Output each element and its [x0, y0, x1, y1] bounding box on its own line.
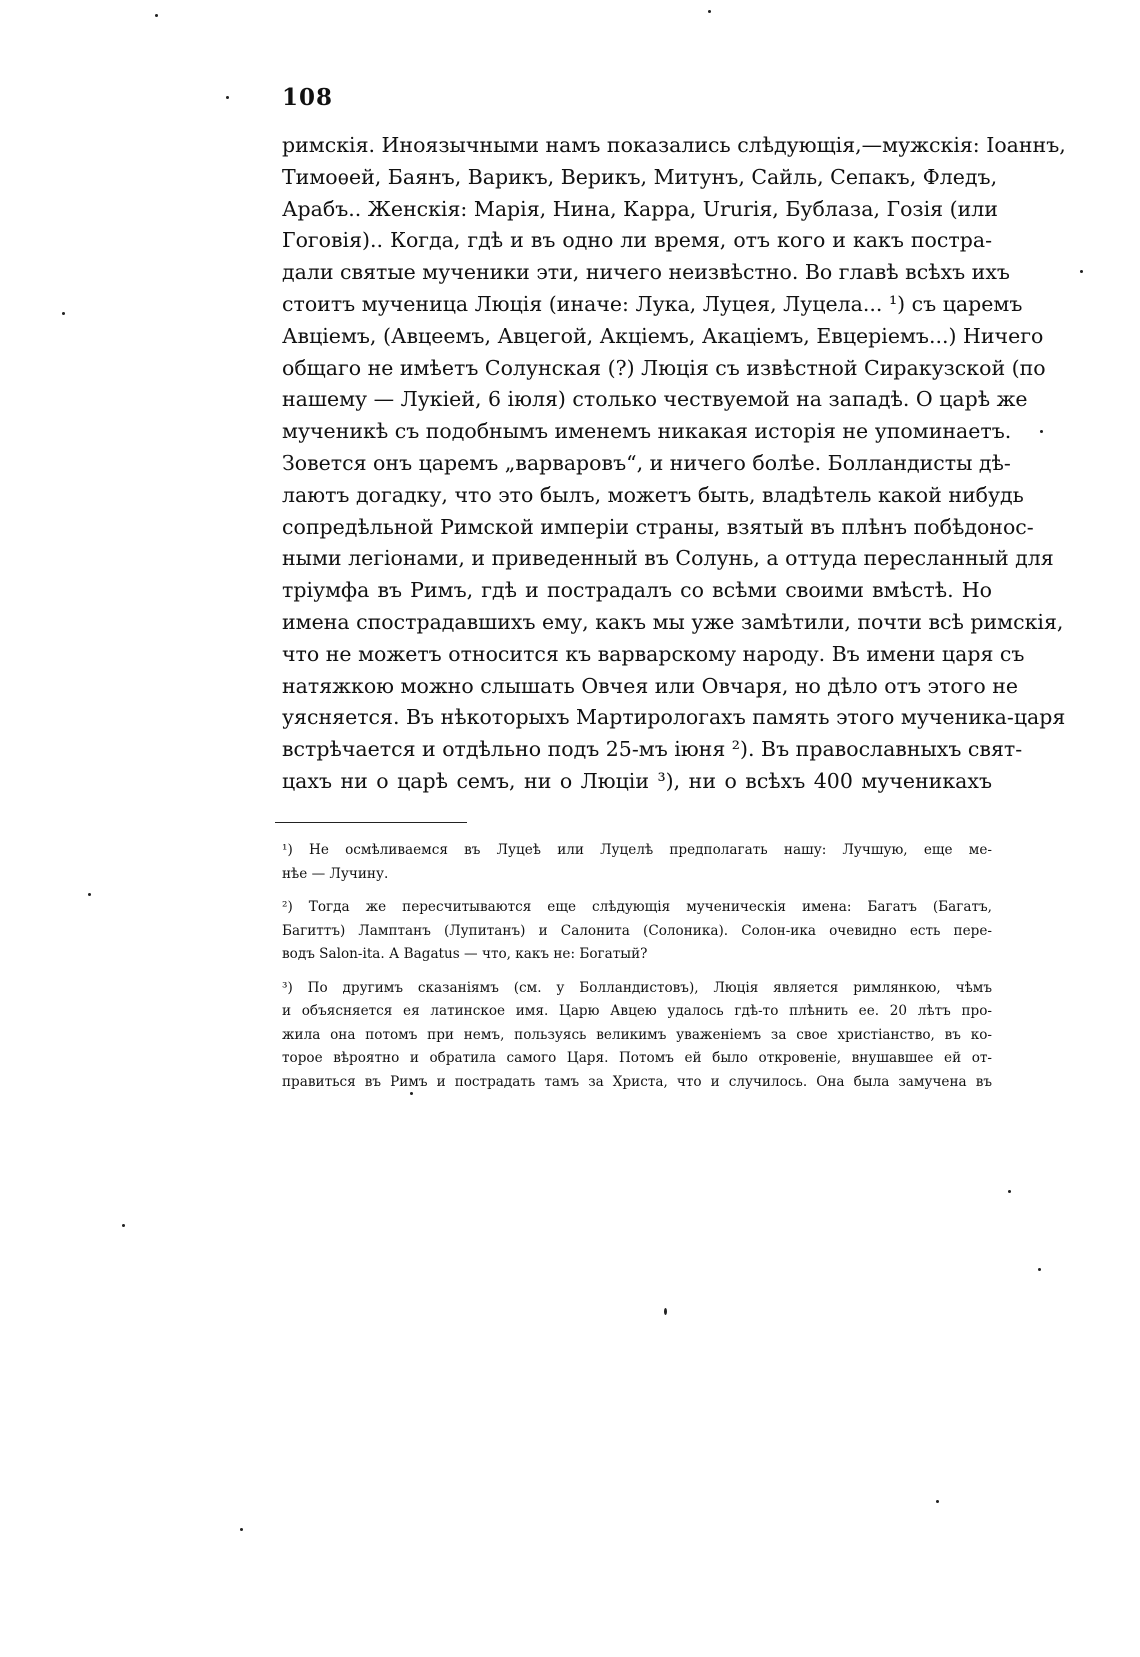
footnote-line: торое вѣроятно и обратила самого Царя. Потомъ ей было откровеніе, внушавшее ей от-	[282, 1050, 992, 1066]
scan-speck	[1008, 1190, 1011, 1193]
footnote-3	[282, 977, 992, 1095]
scan-speck	[155, 14, 158, 17]
text-line: натяжкою можно слышать Овчея или Овчаря, но дѣло отъ этого не	[282, 673, 1019, 698]
text-line: цахъ ни о царѣ семъ, ни о Люціи ³), ни о всѣхъ 400 мученикахъ	[282, 768, 992, 793]
footnote-2	[282, 896, 992, 967]
footnote-1	[282, 839, 992, 886]
text-line: что не можетъ относится къ варварскому народу. Въ имени царя съ	[282, 641, 1025, 666]
scan-speck	[708, 10, 711, 13]
scan-speck	[664, 1308, 667, 1315]
text-line: мученикѣ съ подобнымъ именемъ никакая исторія не упоминаетъ.	[282, 419, 1012, 444]
scan-speck	[240, 1528, 243, 1531]
text-line: сопредѣльной Римской имперіи страны, взятый въ плѣнъ побѣдонос-	[282, 514, 1034, 539]
scan-speck	[1038, 1268, 1041, 1271]
scan-speck	[226, 96, 229, 99]
footnotes	[282, 839, 992, 1094]
text-line: Авціемъ, (Авцеемъ, Авцегой, Акціемъ, Акаціемъ, Евцеріемъ...) Ничего	[282, 323, 1044, 348]
scan-speck	[936, 1500, 939, 1503]
footnote-line: ²) Тогда же пересчитываются еще слѣдующія мученическія имена: Багатъ (Багатъ,	[282, 899, 992, 915]
scan-speck	[1080, 270, 1083, 273]
scan-speck	[88, 893, 91, 896]
page-number: 108	[282, 84, 334, 111]
text-line: римскія. Иноязычными намъ показались слѣдующія,—мужскія: Іоаннъ,	[282, 133, 1066, 157]
main-text	[282, 130, 1066, 798]
text-line: лаютъ догадку, что это былъ, можетъ быть, владѣтель какой нибудь	[282, 482, 1024, 507]
text-line: встрѣчается и отдѣльно подъ 25-мъ іюня ²). Въ православныхъ свят-	[282, 737, 1023, 762]
text-line: Гоговія).. Когда, гдѣ и въ одно ли время, отъ кого и какъ постра-	[282, 228, 992, 253]
scan-speck	[122, 1224, 125, 1227]
footnote-line: нѣе — Лучину.	[282, 865, 389, 882]
footnote-line: водъ Salon-ita. А Bagatus — что, какъ не: Богатый?	[282, 946, 648, 962]
footnote-line: правиться въ Римъ и пострадать тамъ за Христа, что и случилось. Она была замучена въ	[282, 1073, 992, 1090]
text-line: уясняется. Въ нѣкоторыхъ Мартирологахъ память этого мученика-царя	[282, 705, 1066, 730]
scan-speck	[62, 312, 65, 315]
scan-speck	[410, 1092, 413, 1095]
text-line: Арабъ.. Женскія: Марія, Нина, Карра, Ururія, Бублаза, Гозія (или	[282, 196, 998, 221]
footnote-line: жила она потомъ при немъ, пользуясь великимъ уваженіемъ за свое христіанство, въ ко-	[282, 1026, 992, 1043]
footnote-gap	[282, 967, 992, 977]
text-line: Тимоѳей, Баянъ, Варикъ, Верикъ, Митунъ, Сайль, Сепакъ, Фледъ,	[282, 164, 998, 189]
text-line: общаго не имѣетъ Солунская (?) Люція съ извѣстной Сиракузской (по	[282, 355, 1046, 380]
text-line: дали святые мученики эти, ничего неизвѣстно. Во главѣ всѣхъ ихъ	[282, 260, 1010, 285]
footnote-gap	[282, 886, 992, 896]
footnote-line: Багиттъ) Ламптанъ (Лупитанъ) и Салонита (Солоника). Солон-ика очевидно есть пере-	[282, 922, 992, 939]
text-line: стоитъ мученица Люція (иначе: Лука, Луцея, Луцела... ¹) съ царемъ	[282, 291, 1023, 316]
footnote-line: ¹) Не осмѣливаемся въ Луцеѣ или Луцелѣ предполагать нашу: Лучшую, еще ме-	[282, 842, 992, 858]
footnote-separator	[275, 822, 467, 823]
text-line: ными легіонами, и приведенный въ Солунь, а оттуда пересланный для	[282, 546, 1054, 571]
footnote-line: ³) По другимъ сказаніямъ (см. у Болландистовъ), Люція является римлянкою, чѣмъ	[282, 979, 992, 996]
text-line: имена спострадавшихъ ему, какъ мы уже замѣтили, почти всѣ римскія,	[282, 609, 1064, 634]
footnote-line: и объясняется ея латинское имя. Царю Авцею удалось гдѣ-то плѣнить ее. 20 лѣтъ про-	[282, 1003, 992, 1019]
scan-speck	[1040, 430, 1043, 433]
text-line: нашему — Лукіей, 6 іюля) столько чествуемой на западѣ. О царѣ же	[282, 387, 1028, 412]
text-line: тріумфа въ Римъ, гдѣ и пострадалъ со всѣми своими вмѣстѣ. Но	[282, 578, 992, 603]
text-line: Зовется онъ царемъ „варваровъ“, и ничего болѣе. Болландисты дѣ-	[282, 450, 1011, 475]
